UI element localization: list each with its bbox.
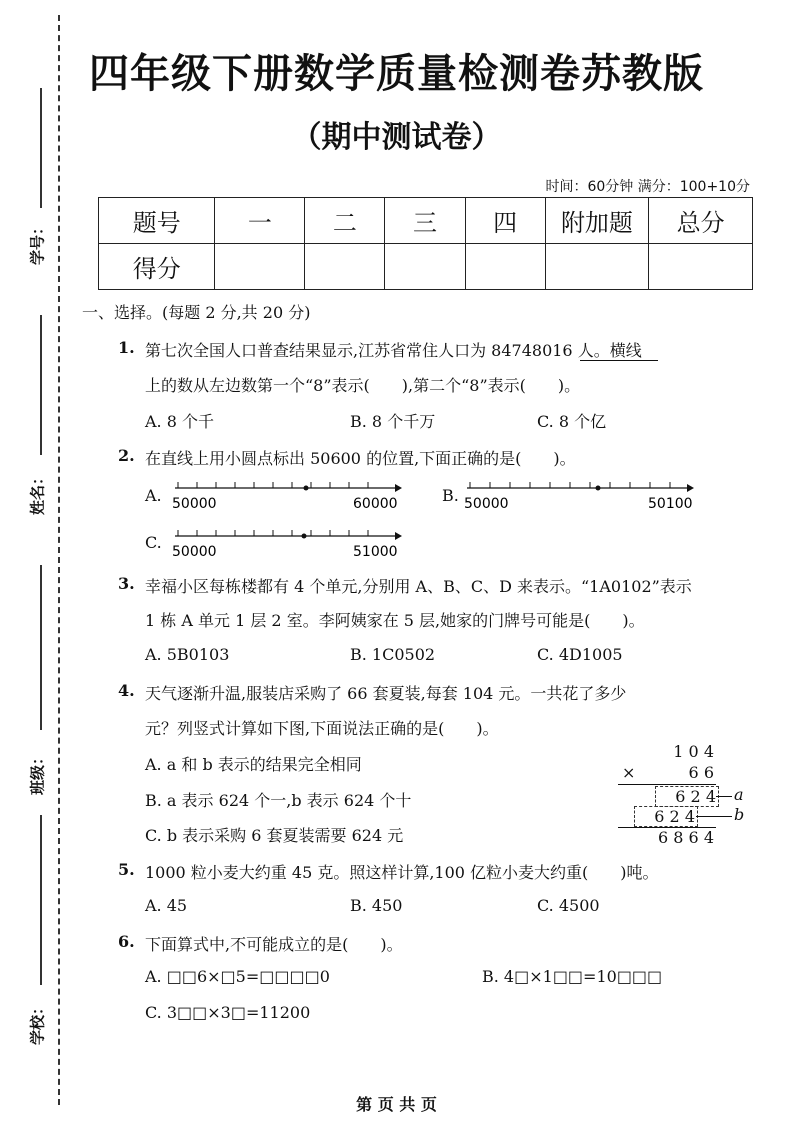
calc-label-a: a [734,785,744,804]
page-subtitle: （期中测试卷） [291,120,502,155]
page-footer: 第 页 共 页 [356,1095,437,1114]
q3-option-b[interactable]: B. 1C0502 [350,645,436,664]
school-label: 学校： [28,1000,47,1046]
q2-option-b-label[interactable]: B. [442,486,459,505]
calc-multiplicand: 1 0 4 [673,742,714,761]
q3-line2: 1 栋 A 单元 1 层 2 室。李阿姨家在 5 层,她家的门牌号可能是( )。 [145,611,645,630]
calc-times-sign: × [622,763,636,782]
student-id-label: 学号： [28,220,47,266]
marked-point [596,486,601,491]
score-header-row [99,198,753,244]
marked-point [304,486,309,491]
q1-option-c[interactable]: C. 8 个亿 [537,412,607,431]
q2-number-line-a [170,476,405,516]
line-start-label: 50000 [464,496,509,512]
q5-option-c[interactable]: C. 4500 [537,896,600,915]
q2-option-c-label[interactable]: C. [145,533,162,552]
header-cell: 附加题 [545,198,649,244]
score-cell[interactable] [545,244,649,290]
line-start-label: 50000 [172,496,217,512]
q3-number: 3. [118,574,135,593]
q6-option-c[interactable]: C. 3□□×3□=11200 [145,1003,311,1022]
line-start-label: 50000 [172,544,217,560]
tick-marks [178,482,368,488]
score-cell[interactable] [649,244,753,290]
class-underline [40,565,42,730]
section-heading: 一、选择。(每题 2 分,共 20 分) [82,303,311,322]
q4-number: 4. [118,681,135,700]
q5-number: 5. [118,860,135,879]
binding-dashed-line [58,15,60,1105]
score-cell[interactable] [385,244,465,290]
calc-arrow-b [696,816,732,817]
q3-option-c[interactable]: C. 4D1005 [537,645,623,664]
q3-line1: 幸福小区每栋楼都有 4 个单元,分别用 A、B、C、D 来表示。“1A0102”表示 [145,577,692,596]
q1-line1: 第七次全国人口普查结果显示,江苏省常住人口为 84748016 人。横线 [145,341,642,360]
q1-option-b[interactable]: B. 8 个千万 [350,412,436,431]
tick-marks [178,530,368,536]
q4-option-c[interactable]: C. b 表示采购 6 套夏装需要 624 元 [145,826,404,845]
calc-product: 6 8 6 4 [658,828,714,847]
arrow-head [395,484,402,492]
q1-option-a[interactable]: A. 8 个千 [145,412,214,431]
calc-partial-a: 6 2 4 [655,786,719,807]
score-cell[interactable] [305,244,385,290]
score-row-label: 得分 [99,244,215,290]
score-value-row [99,244,753,290]
marked-point [302,534,307,539]
score-table [98,197,753,290]
q2-number-line-b [462,476,702,516]
q4-option-a[interactable]: A. a 和 b 表示的结果完全相同 [145,755,362,774]
calc-partial-b: 6 2 4 [634,806,698,827]
q1-number-underline [580,360,658,361]
line-end-label: 50100 [648,496,693,512]
header-cell: 总分 [649,198,753,244]
class-label: 班级： [28,750,47,796]
line-end-label: 51000 [353,544,398,560]
time-score-info: 时间：60分钟 满分：100+10分 [545,179,750,195]
tick-marks [470,482,670,488]
score-cell[interactable] [465,244,545,290]
calc-label-b: b [734,805,745,824]
q6-number: 6. [118,932,135,951]
school-underline [40,815,42,985]
q4-option-b[interactable]: B. a 表示 624 个一,b 表示 624 个十 [145,791,412,810]
q5-option-a[interactable]: A. 45 [145,896,188,915]
header-cell: 题号 [99,198,215,244]
q2-number-line-c [170,524,405,564]
score-cell[interactable] [215,244,305,290]
page-title: 四年级下册数学质量检测卷苏教版 [89,51,704,97]
q2-number: 2. [118,446,135,465]
q3-option-a[interactable]: A. 5B0103 [145,645,230,664]
q6-option-a[interactable]: A. □□6×□5=□□□□0 [145,967,330,986]
name-label: 姓名： [28,470,47,516]
calc-multiplier: 6 6 [688,763,714,782]
q4-line1: 天气逐渐升温,服装店采购了 66 套夏装,每套 104 元。一共花了多少 [145,684,627,703]
name-underline [40,315,42,455]
q1-number: 1. [118,338,135,357]
header-cell: 二 [305,198,385,244]
arrow-head [395,532,402,540]
calc-arrow-a [716,796,732,797]
q2-line1: 在直线上用小圆点标出 50600 的位置,下面正确的是( )。 [145,449,576,468]
q5-line1: 1000 粒小麦大约重 45 克。照这样计算,100 亿粒小麦大约重( )吨。 [145,863,659,882]
line-end-label: 60000 [353,496,398,512]
q5-option-b[interactable]: B. 450 [350,896,403,915]
q6-option-b[interactable]: B. 4□×1□□=10□□□ [482,967,663,986]
q4-line2: 元？列竖式计算如下图,下面说法正确的是( )。 [145,719,499,738]
q1-line2: 上的数从左边数第一个“8”表示( ),第二个“8”表示( )。 [145,376,581,395]
q6-line1: 下面算式中,不可能成立的是( )。 [145,935,403,954]
header-cell: 三 [385,198,465,244]
q2-option-a-label[interactable]: A. [145,486,162,505]
calc-rule-1 [618,784,716,785]
header-cell: 四 [465,198,545,244]
arrow-head [687,484,694,492]
header-cell: 一 [215,198,305,244]
